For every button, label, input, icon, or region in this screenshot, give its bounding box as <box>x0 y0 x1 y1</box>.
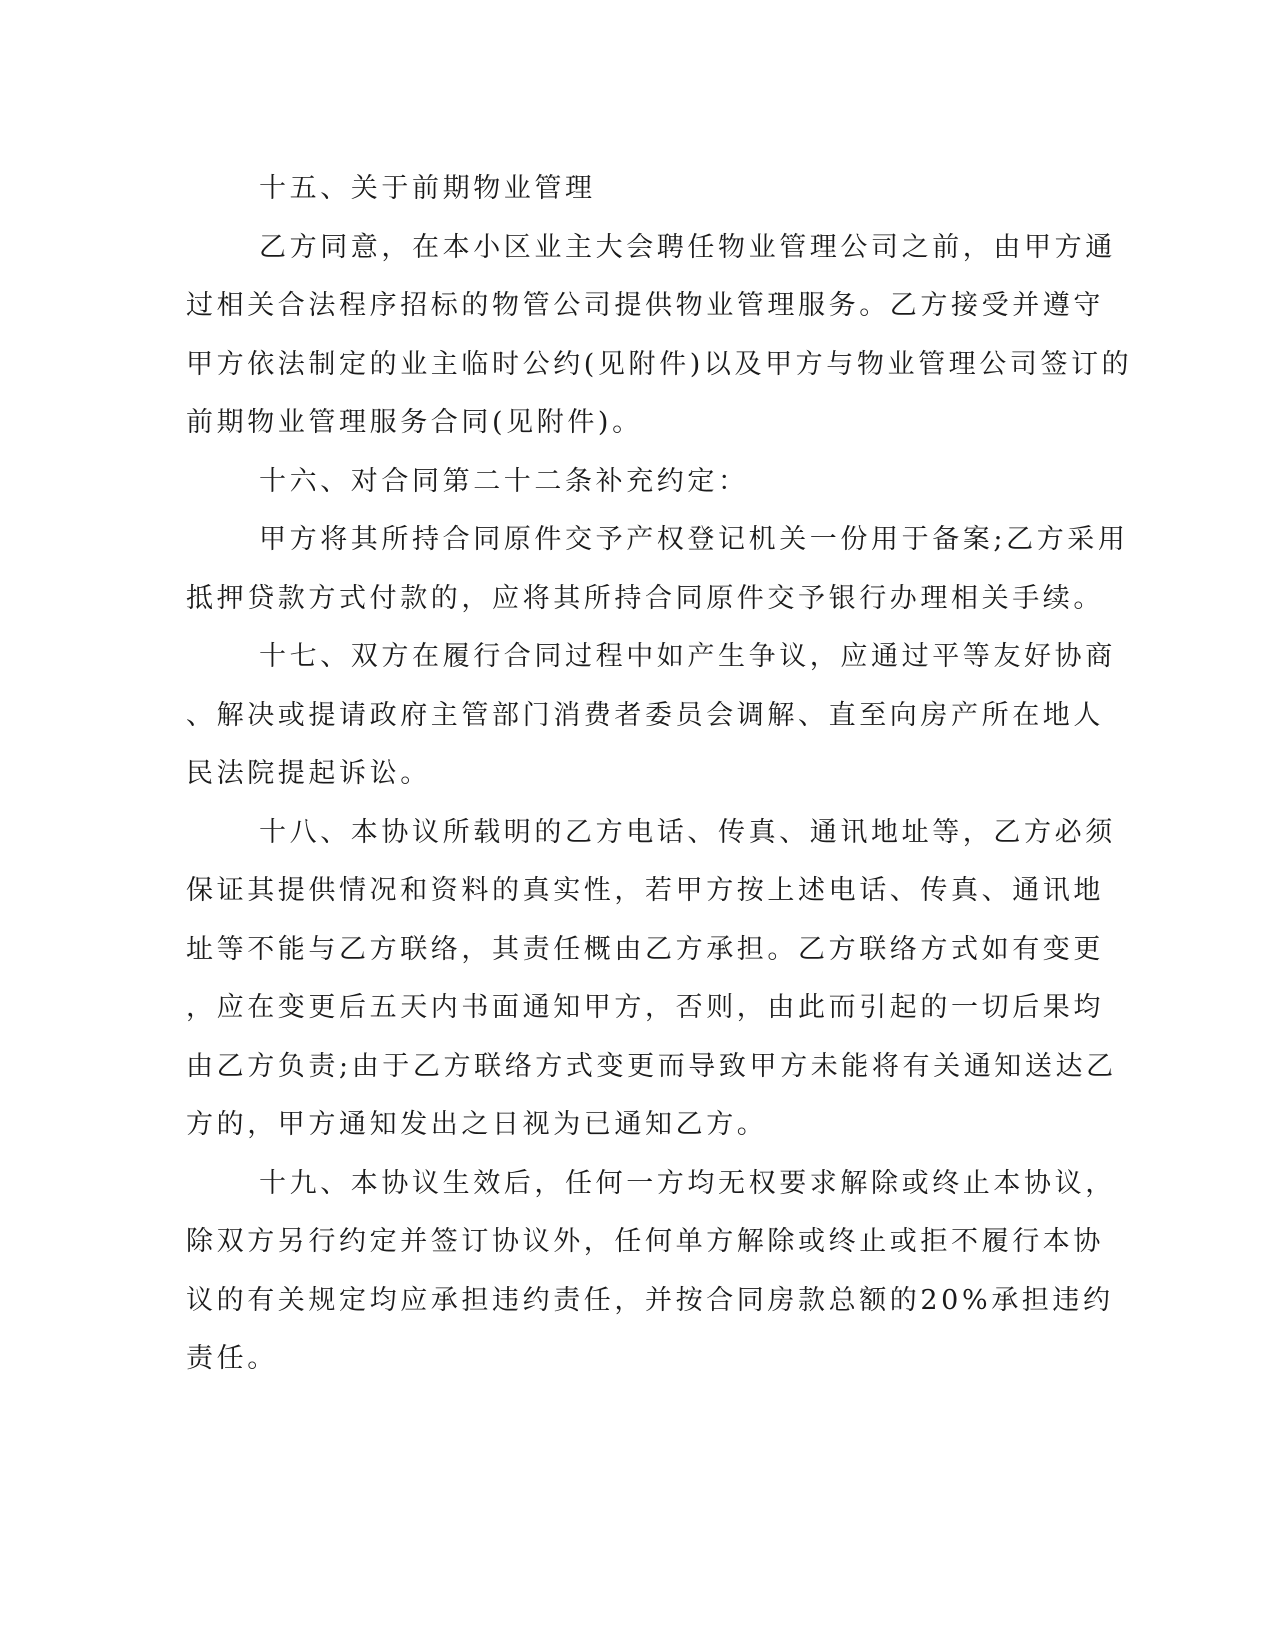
paragraph-line: 乙方同意，在本小区业主大会聘任物业管理公司之前，由甲方通 <box>259 231 1116 263</box>
paragraph-line: 由乙方负责;由于乙方联络方式变更而导致甲方未能将有关通知送达乙 <box>186 1050 1117 1082</box>
paragraph-line: 甲方将其所持合同原件交予产权登记机关一份用于备案;乙方采用 <box>259 524 1129 555</box>
section-heading-16: 十六、对合同第二十二条补充约定： <box>259 465 749 497</box>
paragraph-line: ，应在变更后五天内书面通知甲方，否则，由此而引起的一切后果均 <box>186 992 1104 1023</box>
paragraph-line: 责任。 <box>186 1343 278 1374</box>
document-body <box>186 160 1133 1389</box>
paragraph-line: 保证其提供情况和资料的真实性，若甲方按上述电话、传真、通讯地 <box>186 875 1104 906</box>
section-18-line: 十八、本协议所载明的乙方电话、传真、通讯地址等，乙方必须 <box>259 816 1116 848</box>
section-17-line: 十七、双方在履行合同过程中如产生争议，应通过平等友好协商 <box>259 641 1116 672</box>
paragraph-line: 前期物业管理服务合同(见附件)。 <box>186 407 643 438</box>
paragraph-line: 除双方另行约定并签订协议外，任何单方解除或终止或拒不履行本协 <box>186 1226 1104 1257</box>
paragraph-line: 甲方依法制定的业主临时公约(见附件)以及甲方与物业管理公司签订的 <box>186 348 1133 380</box>
section-heading-15: 十五、关于前期物业管理 <box>259 173 596 204</box>
paragraph-line: 址等不能与乙方联络，其责任概由乙方承担。乙方联络方式如有变更 <box>186 933 1104 965</box>
section-19-line: 十九、本协议生效后，任何一方均无权要求解除或终止本协议， <box>259 1167 1116 1199</box>
paragraph-line: 议的有关规定均应承担违约责任，并按合同房款总额的20%承担违约 <box>186 1284 1114 1316</box>
paragraph-line: 民法院提起诉讼。 <box>186 758 431 789</box>
paragraph-line: 方的，甲方通知发出之日视为已通知乙方。 <box>186 1109 768 1140</box>
paragraph-line: 抵押贷款方式付款的，应将其所持合同原件交予银行办理相关手续。 <box>186 582 1104 614</box>
paragraph-line: 、解决或提请政府主管部门消费者委员会调解、直至向房产所在地人 <box>186 699 1104 731</box>
paragraph-line: 过相关合法程序招标的物管公司提供物业管理服务。乙方接受并遵守 <box>186 290 1104 321</box>
